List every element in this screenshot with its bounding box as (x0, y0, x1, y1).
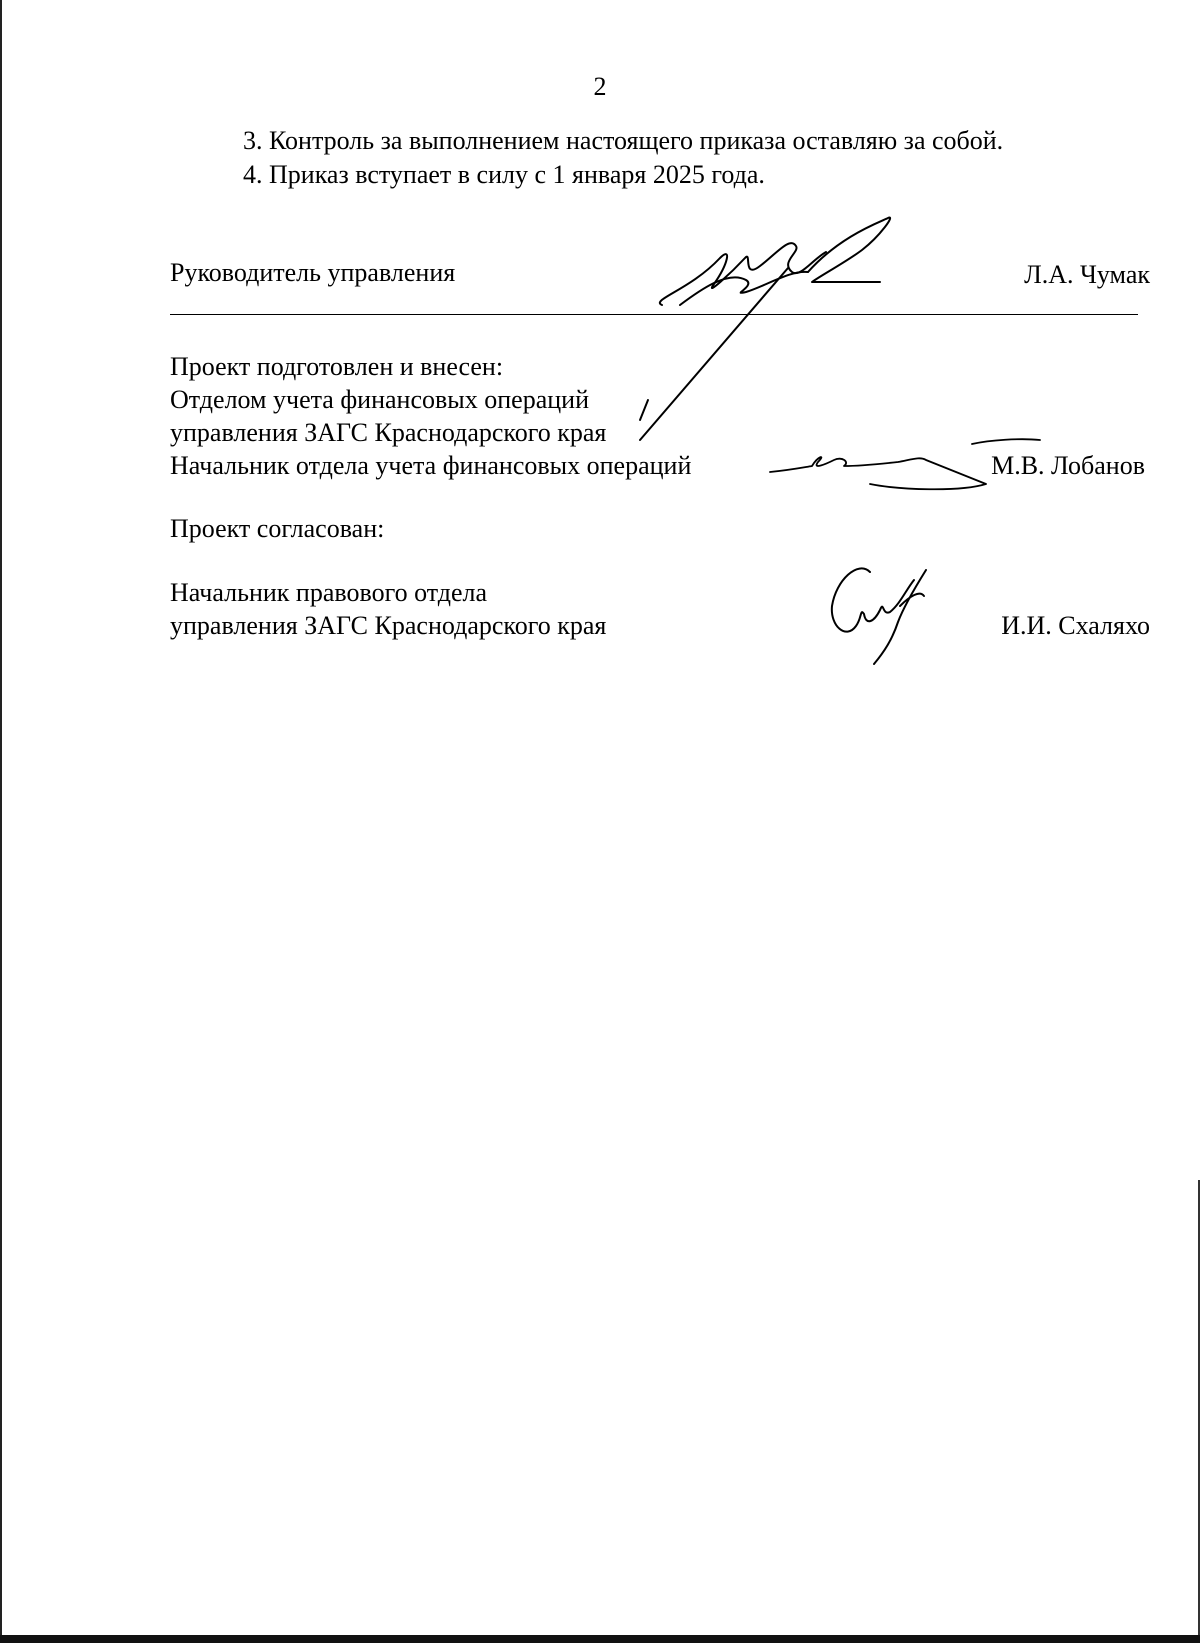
agreed-position: Начальник правового отдела (170, 578, 488, 607)
order-item-4: 4. Приказ вступает в силу с 1 января 2025 года. (243, 160, 765, 189)
prepared-position: Начальник отдела учета финансовых операций (170, 451, 692, 480)
prepared-name: М.В. Лобанов (991, 451, 1145, 480)
scan-edge-bottom (0, 1635, 1200, 1643)
page-number: 2 (593, 72, 607, 101)
order-item-3: 3. Контроль за выполнением настоящего приказа оставляю за собой. (243, 126, 1004, 155)
agreed-heading: Проект согласован: (170, 514, 385, 543)
head-title: Руководитель управления (170, 258, 456, 287)
prepared-department: Отделом учета финансовых операций (170, 385, 589, 414)
head-name: Л.А. Чумак (1024, 260, 1150, 289)
agreed-organization: управления ЗАГС Краснодарского края (170, 611, 607, 640)
agreed-signature (0, 0, 1200, 700)
prepared-heading: Проект подготовлен и внесен: (170, 352, 504, 381)
prepared-organization: управления ЗАГС Краснодарского края (170, 418, 607, 447)
agreed-name: И.И. Схаляхо (1001, 611, 1150, 640)
